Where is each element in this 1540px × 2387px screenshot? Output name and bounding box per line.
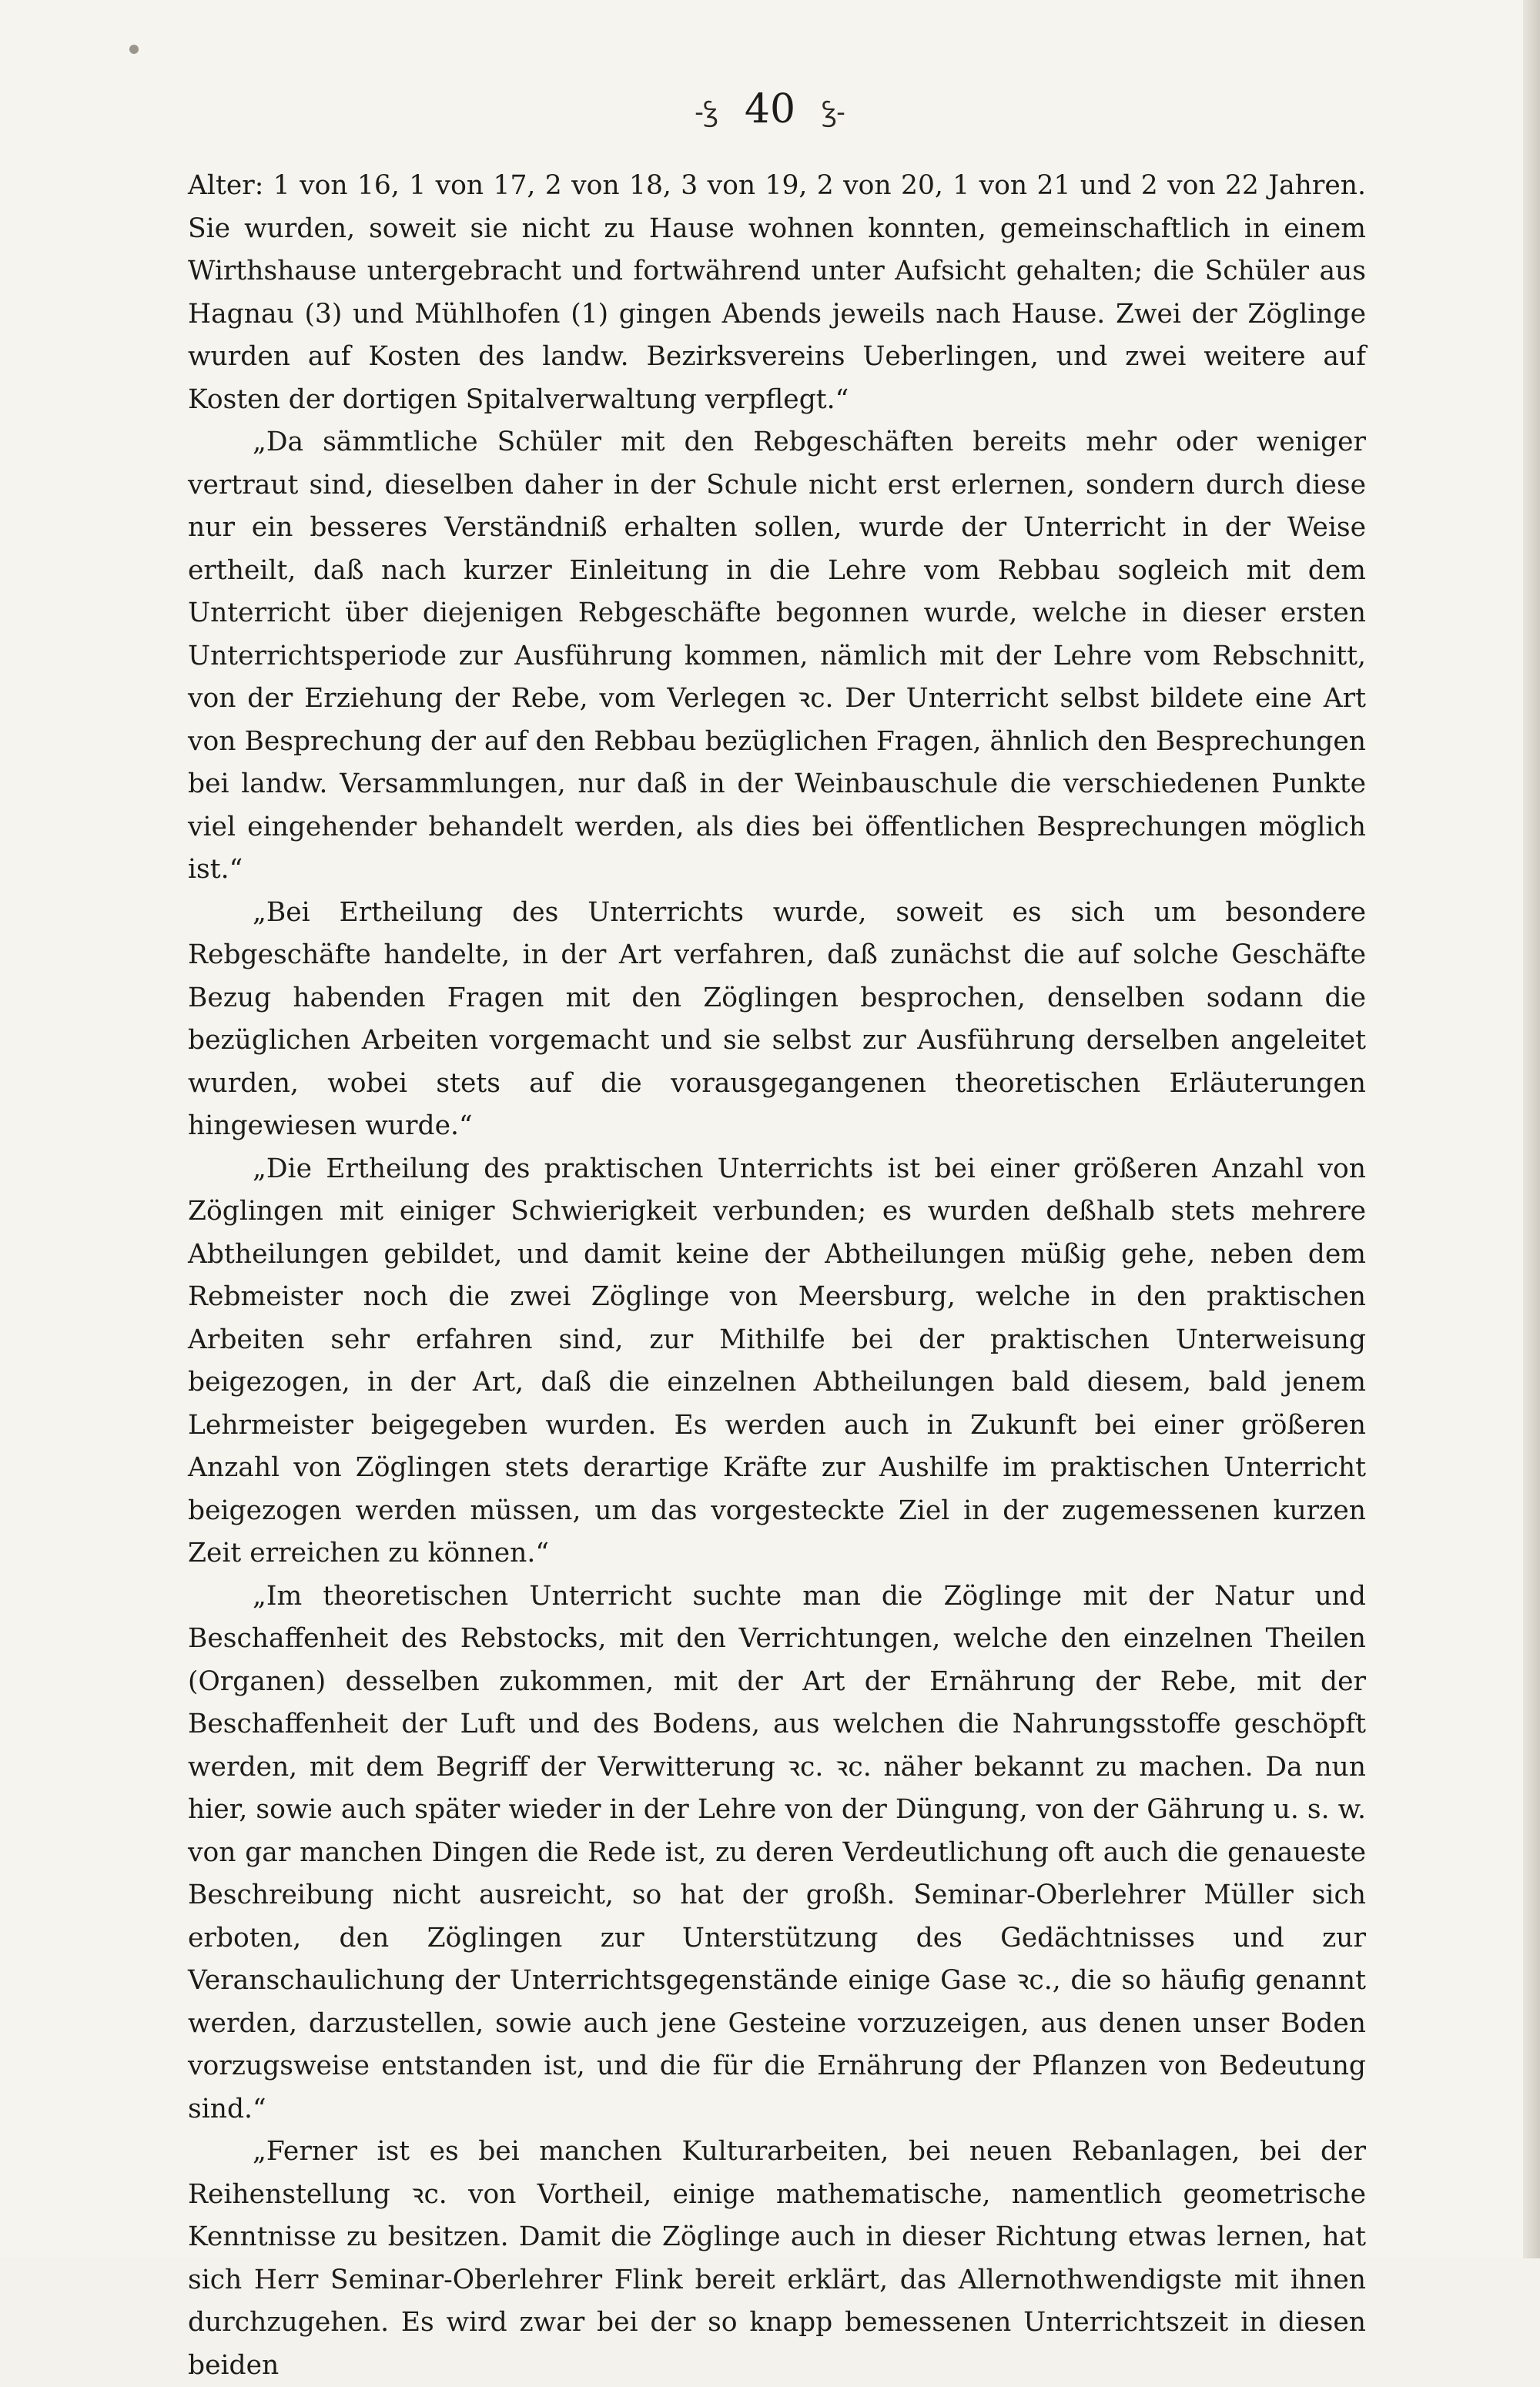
header-ornament-right: Ꝣ- (822, 96, 845, 128)
header-ornament-left: -Ꝣ (695, 96, 718, 128)
page-spine-shadow (1523, 0, 1540, 2258)
paragraph: „Im theoretischen Unterricht suchte man die Zöglinge mit der Natur und Beschaffenheit des Rebstocks, mit den Verrichtungen, welche den einzelnen Theilen (Organen) desselben zukommen, mit der Art der Ernährung der Rebe, mit der Beschaffenheit der Luft und des Bodens, aus welchen die Nahrungsstoffe geschöpft werden, mit dem Begriff der Verwitterung ꝛc. ꝛc. näher bekannt zu machen. Da nun hier, sowie auch später wieder in der Lehre von der Düngung, von der Gährung u. s. w. von gar manchen Dingen die Rede ist, zu deren Verdeutlichung oft auch die genaueste Beschreibung nicht ausreicht, so hat der großh. Seminar-Oberlehrer Müller sich erboten, den Zöglingen zur Unterstützung des Gedächtnisses und zur Veranschaulichung der Unterrichtsgegenstände einige Gase ꝛc., die so häufig genannt werden, darzustellen, sowie auch jene Gesteine vorzuzeigen, aus denen unser Boden vorzugsweise entstanden ist, und die für die Ernährung der Pflanzen von Bedeutung sind.“ (188, 1580, 1366, 2124)
paper-speck (129, 45, 139, 54)
paragraph: „Bei Ertheilung des Unterrichts wurde, soweit es sich um besondere Rebgeschäfte handelte, in der Art verfahren, daß zunächst die auf solche Geschäfte Bezug habenden Fragen mit den Zöglingen besprochen, denselben sodann die bezüglichen Arbeiten vorgemacht und sie selbst zur Ausführung derselben angeleitet wurden, wobei stets auf die vorausgegangenen theoretischen Erläuterungen hingewiesen wurde.“ (188, 896, 1366, 1141)
page-header (0, 77, 1540, 145)
page-number: 40 (744, 86, 796, 132)
paragraph: „Da sämmtliche Schüler mit den Rebgeschäften bereits mehr oder weniger vertraut sind, dieselben daher in der Schule nicht erst erlernen, sondern durch diese nur ein besseres Verständniß erhalten sollen, wurde der Unterricht in der Weise ertheilt, daß nach kurzer Einleitung in die Lehre vom Rebbau sogleich mit dem Unterricht über diejenigen Rebgeschäfte begonnen wurde, welche in dieser ersten Unterrichtsperiode zur Ausführung kommen, nämlich mit der Lehre vom Rebschnitt, von der Erziehung der Rebe, vom Verlegen ꝛc. Der Unterricht selbst bildete eine Art von Besprechung der auf den Rebbau bezüglichen Fragen, ähnlich den Besprechungen bei landw. Versammlungen, nur daß in der Weinbauschule die verschiedenen Punkte viel eingehender behandelt werden, als dies bei öffentlichen Besprechungen möglich ist.“ (188, 427, 1366, 885)
paragraph: „Die Ertheilung des praktischen Unterrichts ist bei einer größeren Anzahl von Zöglingen mit einiger Schwierigkeit verbunden; es wurden deßhalb stets mehrere Abtheilungen gebildet, und damit keine der Abtheilungen müßig gehe, neben dem Rebmeister noch die zwei Zöglinge von Meersburg, welche in den praktischen Arbeiten sehr erfahren sind, zur Mithilfe bei der praktischen Unterweisung beigezogen, in der Art, daß die einzelnen Abtheilungen bald diesem, bald jenem Lehrmeister beigegeben wurden. Es werden auch in Zukunft bei einer größeren Anzahl von Zöglingen stets derartige Kräfte zur Aushilfe im praktischen Unterricht beigezogen werden müssen, um das vorgesteckte Ziel in der zugemessenen kurzen Zeit erreichen zu können.“ (188, 1153, 1366, 1568)
paragraph: Alter: 1 von 16, 1 von 17, 2 von 18, 3 von 19, 2 von 20, 1 von 21 und 2 von 22 Jahren. Sie wurden, soweit sie nicht zu Hause wohnen konnten, gemeinschaftlich in einem Wirthshause untergebracht und fortwährend unter Aufsicht gehalten; die Schüler aus Hagnau (3) und Mühlhofen (1) gingen Abends jeweils nach Hause. Zwei der Zöglinge wurden auf Kosten des landw. Bezirksvereins Ueberlingen, und zwei weitere auf Kosten der dortigen Spitalverwaltung verpflegt.“ (188, 170, 1366, 415)
body-text (188, 165, 1366, 2387)
paragraph: „Ferner ist es bei manchen Kulturarbeiten, bei neuen Rebanlagen, bei der Reihenstellung ꝛc. von Vortheil, einige mathematische, namentlich geometrische Kenntnisse zu besitzen. Damit die Zöglinge auch in dieser Richtung etwas lernen, hat sich Herr Seminar-Oberlehrer Flink bereit erklärt, das Allernothwendigste mit ihnen durchzugehen. Es wird zwar bei der so knapp bemessenen Unterrichtszeit in diesen beiden (188, 2136, 1366, 2381)
